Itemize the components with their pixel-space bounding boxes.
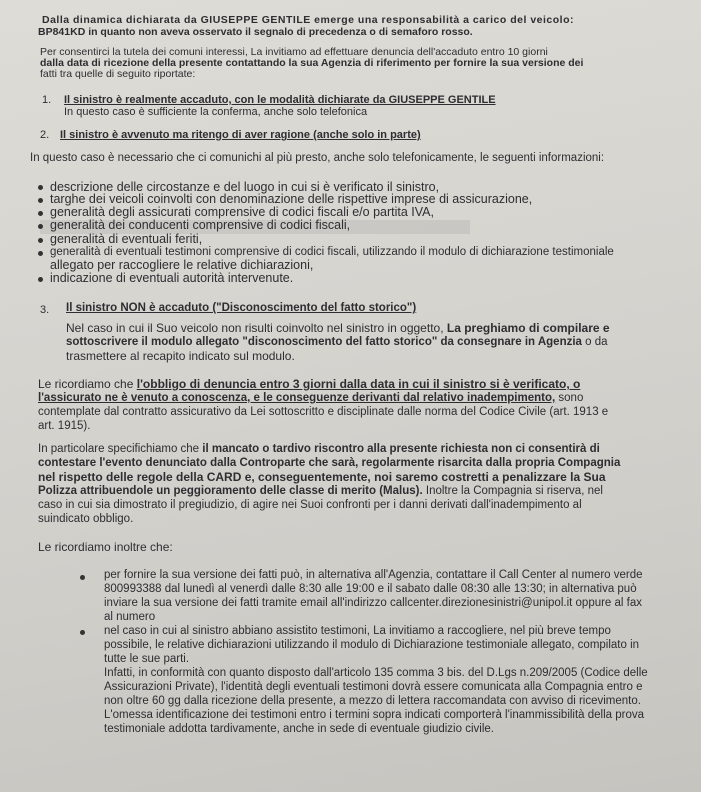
section-1-text: In questo caso è sufficiente la conferma, anche solo telefonica	[64, 106, 368, 118]
intro-line-2: dalla data di ricezione della presente contattando la sua Agenzia di riferimento per fornire la sua versione dei	[40, 57, 584, 69]
bullet	[38, 185, 43, 190]
reminder-bold: l'obbligo di denuncia entro 3 giorni dalla data in cui il sinistro si è verificato, o	[136, 377, 581, 391]
section-3-paragraph-line-2	[66, 335, 608, 349]
also-bullet-1-line: al numero	[104, 611, 156, 623]
section-3-paragraph-line-3: trasmettere al recapito indicato sul modulo.	[66, 349, 295, 363]
particular-line-5: caso in cui sia dimostrato il pregiudizio, di agire nei Suoi confronti per i danni derivati dall'inadempimento al	[38, 499, 582, 511]
also-bullet-1-line: 800993388 dal lunedì al venerdì dalle 8:30 alle 19:00 e il sabato dalle 08:30 alle 13:30; in alternativa può	[104, 583, 637, 595]
reminder-line-3: contemplate dal contratto assicurativo da Lei sottoscritto e disciplinate dalle norma del Codice Civile (art. 1913 e	[38, 406, 609, 418]
bullet	[38, 198, 43, 203]
particular-line-4	[38, 484, 603, 498]
section-3-number: 3.	[40, 304, 50, 316]
particular-bold: il mancato o tardivo riscontro alla presente richiesta non ci consentirà di	[202, 443, 600, 455]
reminder-bold: l'assicurato ne è venuto a conoscenza, e le conseguenze derivanti dal relativo inadempimento,	[38, 392, 556, 404]
section-3-title: Il sinistro NON è accaduto ("Disconoscimento del fatto storico")	[66, 302, 417, 314]
intro-line-1: Per consentirci la tutela dei comuni interessi, La invitiamo ad effettuare denuncia dell'accaduto entro 10 giorni	[40, 46, 548, 58]
particular-line-1	[38, 442, 600, 456]
header-line-1: Dalla dinamica dichiarata da GIUSEPPE GENTILE emerge una responsabilità a carico del veicolo:	[42, 14, 574, 26]
particular-line-3: nel rispetto delle regole della CARD e, conseguentemente, noi saremo costretti a penalizzare la Sua	[38, 470, 606, 484]
also-tail-line: L'omessa identificazione dei testimoni entro i termini sopra indicati comporterà l'inammissibilità della prova	[104, 709, 645, 721]
also-tail-line: Assicurazioni Private), l'identità degli eventuali testimoni dovrà essere comunicata alla Compagnia entro e	[104, 681, 643, 693]
list-item: descrizione delle circostanze e del luogo in cui si è verificato il sinistro,	[50, 180, 440, 194]
list-item-continuation: allegato per raccogliere le relative dichiarazioni,	[50, 258, 314, 272]
reminder-text: Le ricordiamo che	[38, 377, 134, 391]
section-1-title: Il sinistro è realmente accaduto, con le modalità dichiarate da GIUSEPPE GENTILE	[64, 94, 496, 106]
particular-bold: Polizza attribuendole un peggioramento delle classe di merito (Malus).	[38, 485, 423, 497]
reminder-line-1	[38, 377, 580, 391]
section-3-text: o da	[585, 336, 608, 348]
also-bullet-2-line: nel caso in cui al sinistro abbiano assistito testimoni, La invitiamo a raccogliere, nel più breve tempo	[104, 625, 611, 637]
section-1-number: 1.	[42, 94, 52, 106]
bullet	[38, 238, 43, 243]
particular-line-6: suindicato obbligo.	[38, 513, 134, 525]
bullet	[80, 575, 85, 580]
list-item: indicazione di eventuali autorità intervenute.	[50, 271, 294, 285]
section-3-bold: sottoscrivere il modulo allegato "disconoscimento del fatto storico" da consegnare in Agenzia	[66, 336, 582, 348]
also-bullet-1-line: per fornire la sua versione dei fatti può, in alternativa all'Agenzia, contattare il Call Center al numero verde	[104, 569, 643, 581]
list-item: generalità degli assicurati comprensive di codici fiscali e/o partita IVA,	[50, 205, 434, 219]
bullet	[38, 251, 43, 256]
also-tail-line: Infatti, in conformità con quanto disposto dall'articolo 135 comma 3 bis. del D.Lgs n.209/2005 (Codice delle	[104, 667, 648, 679]
reminder-text: sono	[558, 392, 584, 404]
section-3-text: Nel caso in cui il Suo veicolo non risulti coinvolto nel sinistro in oggetto,	[66, 321, 444, 335]
list-item: targhe dei veicoli coinvolti con denominazione delle rispettive imprese di assicurazione,	[50, 192, 533, 206]
reminder-line-2	[38, 391, 583, 405]
also-tail-line: testimoniale addotta tardivamente, anche in sede di eventuale giudizio civile.	[104, 723, 494, 735]
bullet	[38, 224, 43, 229]
particular-line-2: contestare l'evento denunciato dalla Controparte che sarà, regolarmente risarcita dalla propria Compagnia	[38, 457, 621, 469]
list-item: generalità di eventuali feriti,	[50, 232, 203, 246]
particular-text: Inoltre la Compagnia si riserva, nel	[425, 485, 603, 497]
also-bullet-1-line: inviare la sua versione dei fatti tramite email all'indirizzo callcenter.direzionesinistri@unipol.it oppure al fax	[104, 597, 643, 609]
bullet	[80, 630, 85, 635]
particular-text: In particolare specifichiamo che	[38, 443, 200, 455]
intro-line-3: fatti tra quelle di seguito riportate:	[40, 68, 196, 80]
section-2-title: Il sinistro è avvenuto ma ritengo di aver ragione (anche solo in parte)	[60, 129, 421, 141]
also-title: Le ricordiamo inoltre che:	[38, 540, 173, 554]
list-item: generalità di eventuali testimoni comprensive di codici fiscali, utilizzando il modulo di dichiarazione testimoniale	[50, 246, 614, 258]
header-line-2: BP841KD in quanto non aveva osservato il segnalo di precedenza o di semaforo rosso.	[38, 26, 473, 38]
reminder-line-4: art. 1915).	[38, 420, 91, 432]
bullet	[38, 211, 43, 216]
also-bullet-2-line: tutte le sue parti.	[104, 653, 190, 665]
section-2-number: 2.	[40, 129, 50, 141]
section-3-bold: La preghiamo di compilare e	[446, 321, 610, 335]
section-3-paragraph-line-1	[66, 321, 610, 335]
section-2-text: In questo caso è necessario che ci comunichi al più presto, anche solo telefonicamente, le seguenti informazioni:	[30, 152, 605, 164]
list-item: generalità dei conducenti comprensive di codici fiscali,	[50, 218, 351, 232]
also-tail-line: non oltre 60 gg dalla ricezione della presente, a mezzo di lettera raccomandata con avviso di ricevimento.	[104, 695, 641, 707]
also-bullet-2-line: possibile, le relative dichiarazioni utilizzando il modulo di Dichiarazione testimoniale allegato, compilato in	[104, 639, 640, 651]
bullet	[38, 277, 43, 282]
